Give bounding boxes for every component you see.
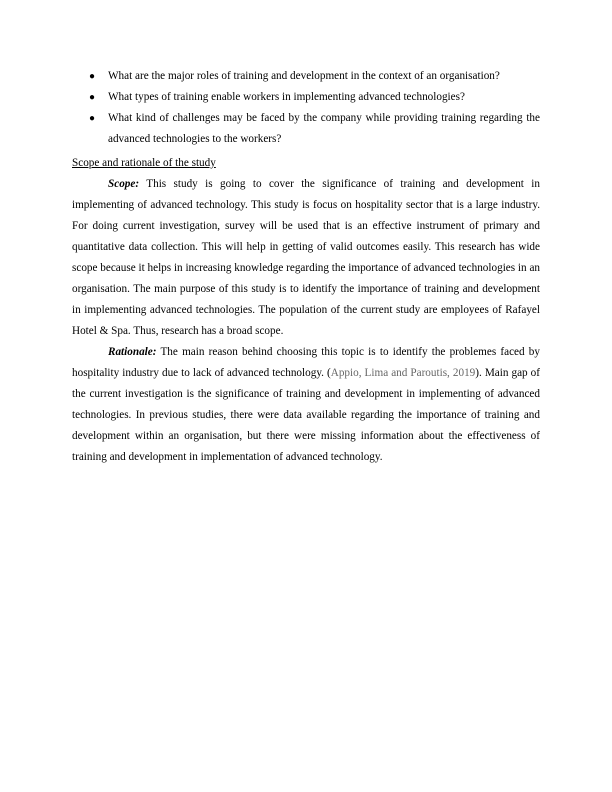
document-page [72, 66, 540, 468]
scope-paragraph [72, 174, 540, 342]
list-item [72, 66, 540, 87]
bullet-icon: ● [89, 71, 96, 82]
bullet-icon: ● [89, 92, 96, 103]
question-text: What kind of challenges may be faced by the company while providing training regarding the advanced technologies to the workers? [108, 112, 540, 145]
list-item [72, 87, 540, 108]
citation: Appio, Lima and Paroutis, 2019 [330, 367, 476, 379]
list-item [72, 108, 540, 150]
rationale-paragraph [72, 342, 540, 468]
research-questions-list [72, 66, 540, 150]
scope-text: This study is going to cover the significance of training and development in implementing of advanced technology. This study is focus on hospitality sector that is a large industry. For doing current investigation, survey will be used that is an effective instrument of primary and quantitative data collection. This will help in getting of valid outcomes easily. This research has wide scope because it helps in increasing knowledge regarding the importance of advanced technologies in an organisation. The main purpose of this study is to identify the importance of training and development in implementing advanced technologies. The population of the current study are employees of Rafayel Hotel & Spa. Thus, research has a broad scope. [72, 178, 540, 337]
bullet-icon: ● [89, 113, 96, 124]
scope-lead: Scope: [108, 178, 140, 190]
rationale-text-before: The main reason behind choosing this topic is to identify the problemes faced by hospitality industry due to lack of advanced technology. ( [72, 346, 540, 379]
rationale-lead: Rationale: [108, 346, 157, 358]
rationale-text-after: ). Main gap of the current investigation is the significance of training and development in implementing of advanced technologies. In previous studies, there were data available regarding the importance of training and development within an organisation, but there were missing information about the effectiveness of training and development in implementation of advanced technology. [72, 367, 540, 463]
question-text: What are the major roles of training and development in the context of an organisation? [108, 70, 500, 82]
section-heading: Scope and rationale of the study [72, 157, 216, 169]
question-text: What types of training enable workers in implementing advanced technologies? [108, 91, 465, 103]
